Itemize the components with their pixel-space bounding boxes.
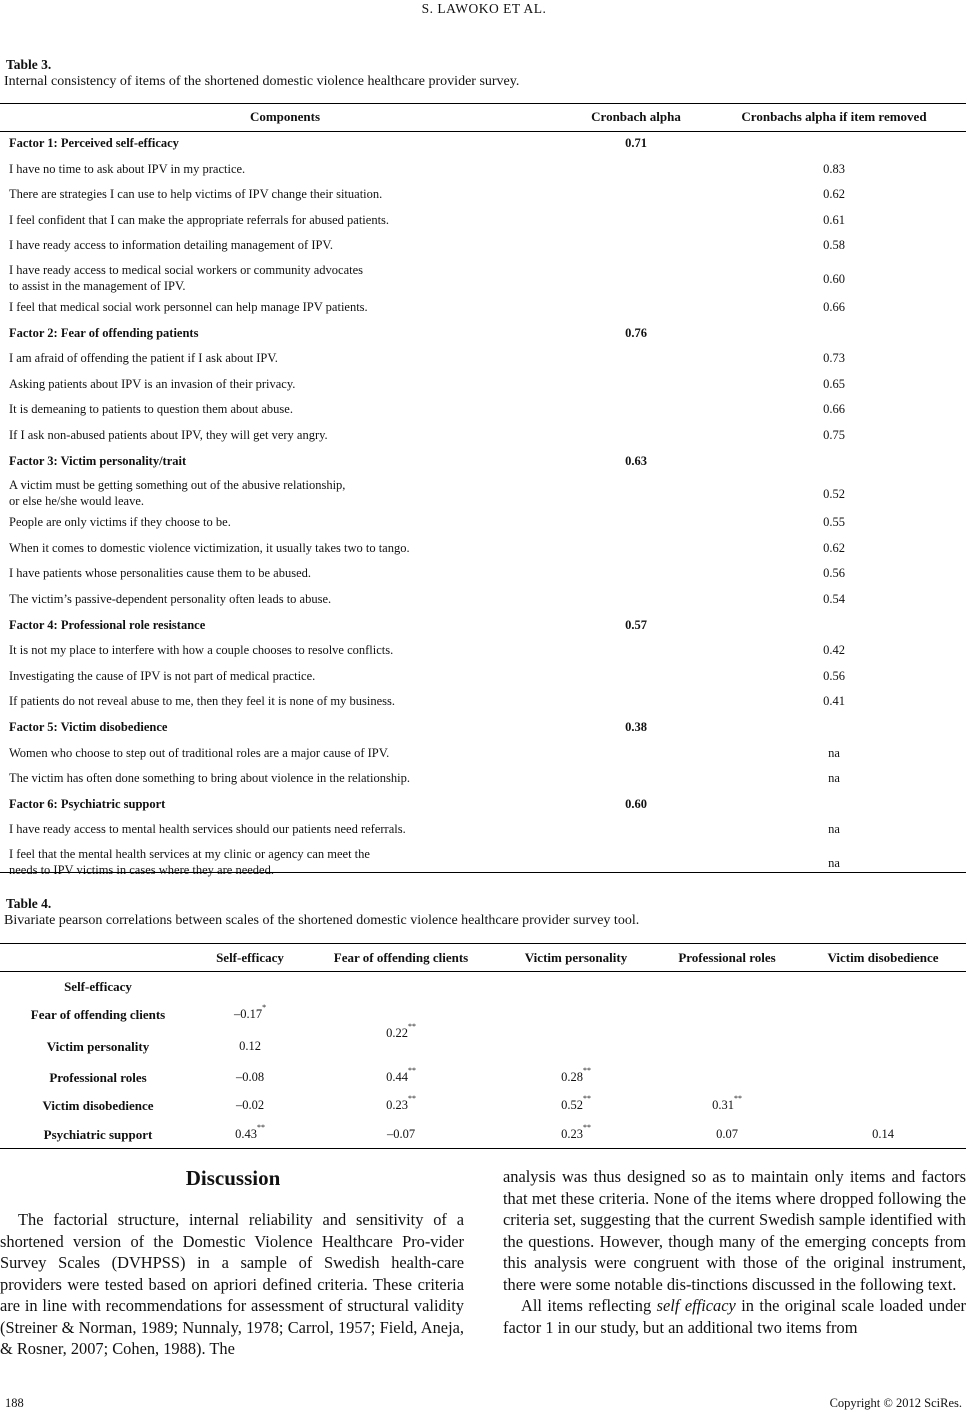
table4-col-victim-disobedience: Victim disobedience	[827, 950, 939, 965]
copyright-notice: Copyright © 2012 SciRes.	[829, 1396, 962, 1410]
item-row	[0, 479, 966, 515]
factor-label: Factor 4: Professional role resistance	[9, 617, 206, 632]
item-row	[0, 377, 966, 403]
item-row	[0, 566, 966, 592]
item-text: The victim’s passive-dependent personality often leads to abuse.	[9, 592, 332, 606]
factor-label: Factor 2: Fear of offending patients	[9, 325, 199, 340]
item-text	[9, 262, 363, 294]
alpha-if-removed: 0.60	[823, 272, 845, 286]
item-row	[0, 746, 966, 772]
table4-row-label: Victim disobedience	[42, 1098, 154, 1113]
correlation-cell	[500, 1066, 652, 1085]
item-text	[9, 846, 370, 878]
cronbach-alpha: 0.60	[625, 796, 647, 811]
factor-row	[0, 454, 966, 480]
cronbach-alpha: 0.57	[625, 617, 647, 632]
item-text: I have patients whose personalities cause them to be abused.	[9, 566, 311, 581]
table3-col-components: Components	[249, 109, 321, 124]
significance-marker: **	[582, 1094, 591, 1103]
item-row	[0, 300, 966, 326]
item-text: If I ask non-abused patients about IPV, they will get very angry.	[9, 428, 328, 442]
item-text: Women who choose to step out of traditional roles are a major cause of IPV.	[9, 745, 390, 760]
correlation-cell	[500, 1094, 652, 1113]
item-text: I am afraid of offending the patient if I ask about IPV.	[9, 351, 278, 366]
alpha-if-removed: 0.58	[823, 238, 845, 253]
table3-top-rule	[0, 103, 966, 104]
correlation-cell	[310, 1126, 492, 1142]
correlation-value: 0.52	[561, 1098, 583, 1113]
item-row	[0, 515, 966, 541]
factor-row	[0, 720, 966, 746]
factor-row	[0, 797, 966, 823]
item-row	[0, 428, 966, 454]
item-row	[0, 541, 966, 567]
table4-bottom-rule	[0, 1148, 966, 1149]
discussion-left-column	[0, 1209, 464, 1360]
item-text: Investigating the cause of IPV is not part of medical practice.	[9, 668, 316, 683]
table4-col-professional-roles: Professional roles	[678, 950, 776, 965]
correlation-cell	[196, 1097, 304, 1113]
paragraph-2-text-b: in the original scale loaded under factor 1 in our study, but an additional two items from	[503, 1296, 966, 1337]
discussion-right-column	[503, 1166, 966, 1338]
correlation-cell	[500, 1123, 652, 1142]
table4-row-label: Victim personality	[46, 1039, 150, 1054]
paragraph-2-text-a: All items reflecting	[521, 1296, 657, 1315]
alpha-if-removed: 0.75	[823, 428, 845, 442]
correlation-value: 0.31	[712, 1098, 734, 1113]
item-text: I have no time to ask about IPV in my practice.	[9, 161, 246, 176]
significance-marker: **	[407, 1022, 416, 1031]
significance-marker: *	[262, 1003, 267, 1012]
item-text-line-2: to assist in the management of IPV.	[9, 279, 186, 293]
alpha-if-removed: 0.41	[823, 694, 845, 709]
item-row	[0, 264, 966, 300]
item-text: When it comes to domestic violence victimization, it usually takes two to tango.	[9, 540, 410, 555]
alpha-if-removed: 0.66	[823, 300, 845, 314]
alpha-if-removed: 0.52	[823, 487, 845, 502]
correlation-value: –0.07	[386, 1127, 416, 1142]
factor-label: Factor 6: Psychiatric support	[9, 796, 166, 811]
item-text: It is not my place to interfere with how a couple chooses to resolve conflicts.	[9, 643, 394, 658]
item-text-line-1: I feel that the mental health services at my clinic or agency can meet the	[9, 847, 370, 861]
alpha-if-removed: 0.66	[823, 402, 845, 417]
table4-head-rule	[0, 971, 966, 972]
item-text: I have ready access to mental health services should our patients need referrals.	[9, 822, 406, 837]
correlation-cell	[660, 1126, 794, 1142]
correlation-value: 0.44	[386, 1070, 408, 1085]
item-text: People are only victims if they choose to be.	[9, 515, 231, 530]
item-text: The victim has often done something to bring about violence in the relationship.	[9, 771, 410, 786]
item-row	[0, 592, 966, 618]
discussion-paragraph-1-cont: analysis was thus designed so as to maintain only items and factors that met these criteria. None of the items where dropped following the criteria set, suggesting that the current Swedish sample identified with the questions. However, though many of the emerging concepts from this analysis were congruent with those of the original instrument, there were some notable dis-tinctions discussed in the following text.	[503, 1167, 966, 1294]
table4-col-fear: Fear of offending clients	[333, 950, 469, 965]
table4-row-label: Fear of offending clients	[30, 1007, 166, 1022]
alpha-if-removed: 0.62	[823, 540, 845, 555]
discussion-paragraph-2	[503, 1295, 966, 1338]
item-row	[0, 643, 966, 669]
item-text-line-1: I have ready access to medical social workers or community advocates	[9, 263, 364, 277]
correlation-cell	[310, 1022, 492, 1041]
correlation-value: 0.12	[239, 1039, 261, 1054]
alpha-if-removed: 0.65	[823, 376, 845, 391]
alpha-if-removed: 0.73	[823, 351, 845, 366]
item-row	[0, 213, 966, 239]
item-text: It is demeaning to patients to question them about abuse.	[9, 402, 293, 417]
item-row	[0, 238, 966, 264]
table3-caption: Internal consistency of items of the shortened domestic violence healthcare provider survey.	[4, 74, 520, 89]
item-text	[9, 477, 345, 509]
item-text-line-2: needs to IPV victims in cases where they are needed.	[9, 863, 274, 877]
table3-col-removed: Cronbachs alpha if item removed	[741, 109, 927, 124]
item-row	[0, 848, 966, 884]
alpha-if-removed: 0.54	[823, 592, 845, 606]
item-row	[0, 822, 966, 848]
table4-top-rule	[0, 943, 966, 944]
table4-label: Table 4.	[6, 896, 52, 911]
discussion-paragraph-1: The factorial structure, internal reliability and sensitivity of a shortened version of the Domestic Violence Healthcare Pro-vider Survey Scales (DVHPSS) in a sample of Swedish health-care providers were tested based on apriori defined criteria. These criteria are in line with recommendations for assessment of structural validity (Streiner & Norman, 1989; Nunnaly, 1978; Carrol, 1957; Field, Aneja, & Rosner, 2007; Cohen, 1988). The	[0, 1210, 464, 1358]
correlation-cell	[196, 1003, 304, 1022]
table3-col-alpha: Cronbach alpha	[591, 109, 681, 124]
table4-row-label: Professional roles	[49, 1070, 147, 1085]
correlation-cell	[660, 1094, 794, 1113]
item-text: I feel confident that I can make the appropriate referrals for abused patients.	[9, 212, 390, 227]
item-row	[0, 351, 966, 377]
alpha-if-removed: 0.61	[823, 212, 845, 227]
correlation-value: –0.17	[233, 1007, 263, 1022]
correlation-value: 0.28	[561, 1070, 583, 1085]
factor-label: Factor 5: Victim disobedience	[9, 720, 168, 734]
item-row	[0, 669, 966, 695]
correlation-cell	[310, 1066, 492, 1085]
factor-row	[0, 326, 966, 352]
correlation-cell	[196, 1069, 304, 1085]
item-text-line-1: A victim must be getting something out of the abusive relationship,	[9, 478, 346, 493]
alpha-if-removed: na	[828, 822, 840, 837]
running-head: S. LAWOKO ET AL.	[421, 1, 547, 16]
item-text-line-2: or else he/she would leave.	[9, 494, 145, 509]
correlation-value: 0.22	[386, 1026, 408, 1041]
correlation-value: –0.08	[235, 1070, 265, 1085]
factor-label: Factor 3: Victim personality/trait	[9, 453, 187, 468]
item-text: I feel that medical social work personnel can help manage IPV patients.	[9, 300, 368, 314]
table4-row-label: Psychiatric support	[43, 1127, 153, 1142]
paragraph-2-emphasis: self efficacy	[656, 1296, 736, 1315]
significance-marker: **	[407, 1066, 416, 1075]
correlation-value: –0.02	[235, 1098, 265, 1113]
correlation-value: 0.43	[235, 1127, 257, 1142]
alpha-if-removed: 0.55	[823, 515, 845, 530]
page-number: 188	[5, 1396, 24, 1410]
alpha-if-removed: 0.83	[823, 161, 845, 176]
cronbach-alpha: 0.38	[625, 720, 647, 734]
table3-label: Table 3.	[6, 57, 52, 72]
correlation-cell	[196, 1123, 304, 1142]
table3-head-rule	[0, 131, 966, 132]
alpha-if-removed: na	[828, 745, 840, 760]
correlation-value: 0.07	[716, 1127, 738, 1142]
item-text: If patients do not reveal abuse to me, then they feel it is none of my business.	[9, 694, 396, 709]
correlation-cell	[310, 1094, 492, 1113]
section-title: Discussion	[185, 1166, 281, 1190]
significance-marker: **	[256, 1123, 265, 1132]
factor-label: Factor 1: Perceived self-efficacy	[9, 136, 179, 150]
alpha-if-removed: 0.62	[823, 187, 845, 202]
correlation-cell	[806, 1126, 960, 1142]
cronbach-alpha: 0.63	[625, 453, 647, 468]
alpha-if-removed: 0.56	[823, 566, 845, 581]
alpha-if-removed: na	[828, 856, 840, 870]
item-row	[0, 162, 966, 188]
alpha-if-removed: 0.56	[823, 668, 845, 683]
item-text: I have ready access to information detailing management of IPV.	[9, 238, 333, 253]
item-text: There are strategies I can use to help victims of IPV change their situation.	[9, 187, 383, 202]
table4-caption: Bivariate pearson correlations between scales of the shortened domestic violence healthcare provider survey tool.	[4, 913, 640, 928]
table4-col-self-efficacy: Self-efficacy	[216, 950, 284, 965]
significance-marker: **	[582, 1066, 591, 1075]
factor-row	[0, 618, 966, 644]
correlation-value: 0.23	[561, 1127, 583, 1142]
correlation-value: 0.14	[872, 1127, 894, 1142]
correlation-value: 0.23	[386, 1098, 408, 1113]
cronbach-alpha: 0.76	[625, 325, 647, 340]
correlation-cell	[196, 1038, 304, 1054]
factor-row	[0, 136, 966, 162]
table4-row-label: Self-efficacy	[64, 979, 132, 994]
table4-col-victim-personality: Victim personality	[524, 950, 628, 965]
significance-marker: **	[582, 1123, 591, 1132]
item-row	[0, 187, 966, 213]
significance-marker: **	[407, 1094, 416, 1103]
alpha-if-removed: 0.42	[823, 643, 845, 658]
item-row	[0, 402, 966, 428]
item-row	[0, 771, 966, 797]
significance-marker: **	[733, 1094, 742, 1103]
cronbach-alpha: 0.71	[625, 136, 647, 150]
item-row	[0, 694, 966, 720]
table3-bottom-rule	[0, 872, 966, 873]
alpha-if-removed: na	[828, 771, 840, 786]
item-text: Asking patients about IPV is an invasion of their privacy.	[9, 376, 296, 391]
